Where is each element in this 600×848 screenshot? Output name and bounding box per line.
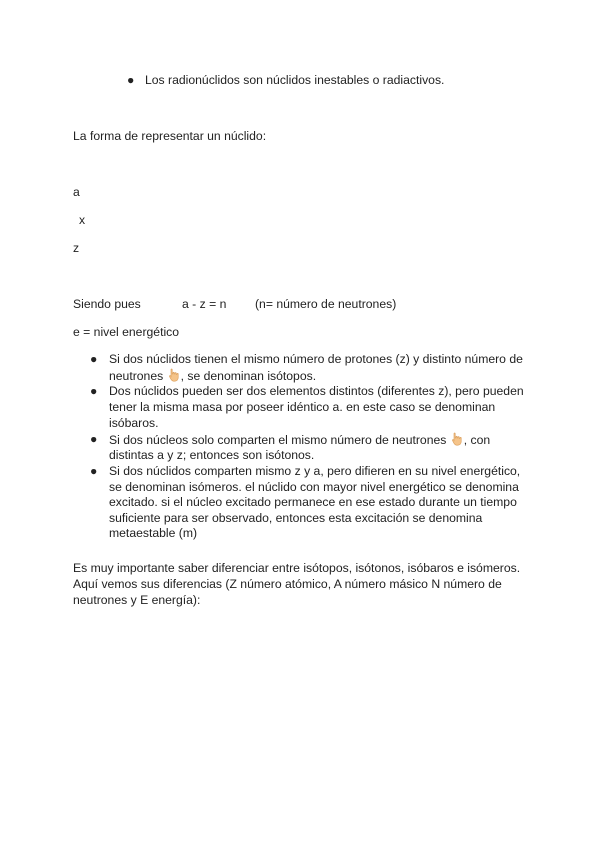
formula-note: (n= número de neutrones) [255, 297, 397, 311]
definitions-list [90, 352, 530, 542]
pointing-hand-icon [451, 432, 463, 446]
top-bullet-dot: ● [127, 73, 135, 87]
bullet-dot: ● [90, 464, 98, 479]
definition-isomers [90, 464, 530, 542]
bullet-dot: ● [90, 352, 98, 366]
definition-text: Si dos núcleos solo comparten el mismo número de neutrones [109, 432, 450, 447]
definition-text: Si dos núclidos comparten mismo z y a, pero difieren en su nivel energético, se denominan isómeros. el núclido con mayor nivel energético se denomina excitado. si el núcleo excitado permanece en ese estado durante un tiempo suficiente para ser observado, entonces esta excitación se denomina metaestable (m) [109, 464, 521, 541]
notation-mass-number: a [73, 185, 80, 199]
notation-atomic-number: z [73, 241, 80, 255]
top-bullet-text: Los radionúclidos son núclidos inestables o radiactivos. [145, 73, 445, 87]
formula-expression: a - z = n [182, 297, 227, 311]
bullet-dot: ● [90, 431, 98, 446]
definition-text: Si dos núclidos tienen el mismo número de protones (z) y distinto número de neutrones [109, 352, 523, 383]
closing-paragraph: Es muy importante saber diferenciar entre isótopos, isótonos, isóbaros e isómeros. Aquí vemos sus diferencias (Z número atómico, A número másico N número de neutrones y E energía): [73, 561, 521, 607]
definition-text-tail: , con distintas a y z; entonces son isótonos. [109, 432, 491, 463]
representation-intro: La forma de representar un núclido: [73, 129, 267, 143]
formula-lead: Siendo pues [73, 297, 141, 311]
definition-isobars [90, 384, 530, 431]
definition-text: Dos núclidos pueden ser dos elementos distintos (diferentes z), pero pueden tener la misma masa por poseer idéntico a. en este caso se denominan isóbaros. [109, 384, 524, 430]
pointing-hand-icon [168, 368, 180, 382]
notation-element-symbol: x [79, 213, 86, 227]
definition-text-tail: , se denominan isótopos. [180, 368, 317, 383]
definition-isotones [90, 432, 530, 464]
definition-isotopes [90, 352, 530, 384]
bullet-dot: ● [90, 384, 98, 399]
energy-line: e = nivel energético [73, 325, 180, 339]
